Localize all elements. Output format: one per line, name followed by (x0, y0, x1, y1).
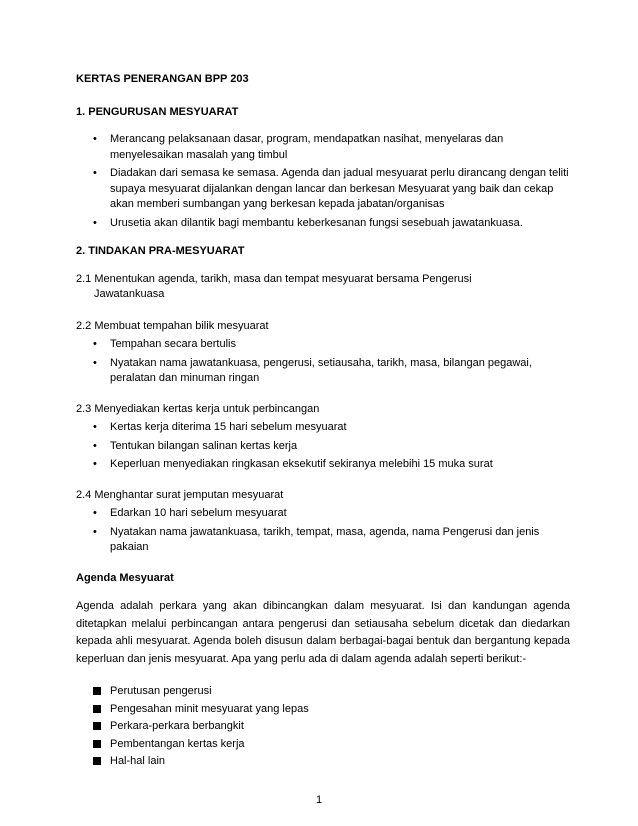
subsection-2-4-label: 2.4 Menghantar surat jemputan mesyuarat (76, 488, 284, 501)
section-heading-agenda: Agenda Mesyuarat (76, 571, 174, 584)
list-item: Pengesahan minit mesyuarat yang lepas (76, 702, 570, 718)
bullet-icon: • (93, 356, 97, 369)
subsection-2-1-line2: Jawatankuasa (94, 288, 165, 300)
subsection-2-1 (76, 272, 570, 303)
agenda-item-list (76, 684, 570, 770)
list-item: • Tentukan bilangan salinan kertas kerja (76, 439, 570, 455)
page-number: 1 (315, 794, 323, 806)
bullet-icon: • (93, 338, 97, 350)
subsection-2-1-line1: 2.1 Menentukan agenda, tarikh, masa dan tempat mesyuarat bersama Pengerusi (76, 272, 472, 285)
list-item: • Edarkan 10 hari sebelum mesyuarat (76, 506, 570, 522)
bullet-icon: • (93, 167, 97, 179)
document-title: KERTAS PENERANGAN BPP 203 (76, 73, 249, 85)
agenda-paragraph: Agenda adalah perkara yang akan dibincangkan dalam mesyuarat. Isi dan kandungan agenda ditetapkan melalui perbincangan antara pengerusi dan setiausaha sebelum dicetak dan diedarkan kepada ahli mesyuarat. Agenda boleh disusun dalam berbagai-bagai bentuk dan bergantung kepada keperluan dan jenis mesyuarat. Apa yang perlu ada di dalam agenda adalah seperti berikut:- (76, 600, 570, 665)
list-item: Pembentangan kertas kerja (76, 737, 570, 753)
list-item: • Urusetia akan dilantik bagi membantu keberkesanan fungsi sesebuah jawatankuasa. (76, 216, 570, 232)
section-heading-pra-mesyuarat: 2. TINDAKAN PRA-MESYUARAT (76, 245, 245, 257)
bullet-icon: • (93, 216, 97, 229)
list-item: Perkara-perkara berbangkit (76, 719, 570, 735)
bullet-icon: • (93, 458, 97, 470)
list-item: • Kertas kerja diterima 15 hari sebelum mesyuarat (76, 420, 570, 436)
bullet-icon: • (93, 439, 97, 452)
square-bullet-icon (93, 740, 101, 748)
list-item: • Nyatakan nama jawatankuasa, pengerusi, setiausaha, tarikh, masa, bilangan pegawai, peralatan dan minuman ringan (93, 356, 532, 384)
list-item: • Tempahan secara bertulis (76, 337, 570, 353)
list-item: • Diadakan dari semasa ke semasa. Agenda dan jadual mesyuarat perlu dirancang dengan teliti supaya mesyuarat dijalankan dengan lancar dan berkesan Mesyuarat yang baik dan cekap akan memberi sumbangan yang berkesan kepada jabatan/organisas (93, 167, 569, 210)
square-bullet-icon (93, 705, 101, 713)
subsection-2-2-bullet-list (76, 337, 570, 387)
bullet-icon: • (93, 507, 97, 519)
subsection-2-2-label: 2.2 Membuat tempahan bilik mesyuarat (76, 319, 269, 332)
square-bullet-icon (93, 687, 101, 695)
square-bullet-icon (93, 757, 101, 765)
list-item: • Keperluan menyediakan ringkasan eksekutif sekiranya melebihi 15 muka surat (76, 457, 570, 473)
square-bullet-icon (93, 722, 101, 730)
bullet-icon: • (93, 421, 97, 433)
bullet-icon: • (93, 525, 97, 538)
list-item: • Nyatakan nama jawatankuasa, tarikh, tempat, masa, agenda, nama Pengerusi dan jenis pakaian (93, 525, 540, 553)
subsection-2-3-bullet-list (76, 420, 570, 473)
list-item: Hal-hal lain (76, 754, 570, 770)
subsection-2-3-label: 2.3 Menyediakan kertas kerja untuk perbincangan (76, 402, 320, 415)
section1-bullet-list (76, 132, 570, 231)
section-heading-pengurusan: 1. PENGURUSAN MESYUARAT (76, 105, 239, 118)
subsection-2-4-bullet-list (76, 506, 570, 556)
list-item: Perutusan pengerusi (76, 684, 570, 700)
list-item: • Merancang pelaksanaan dasar, program, mendapatkan nasihat, menyelaras dan menyelesaikan masalah yang timbul (93, 133, 504, 161)
page-content (76, 72, 570, 772)
bullet-icon: • (93, 133, 97, 145)
